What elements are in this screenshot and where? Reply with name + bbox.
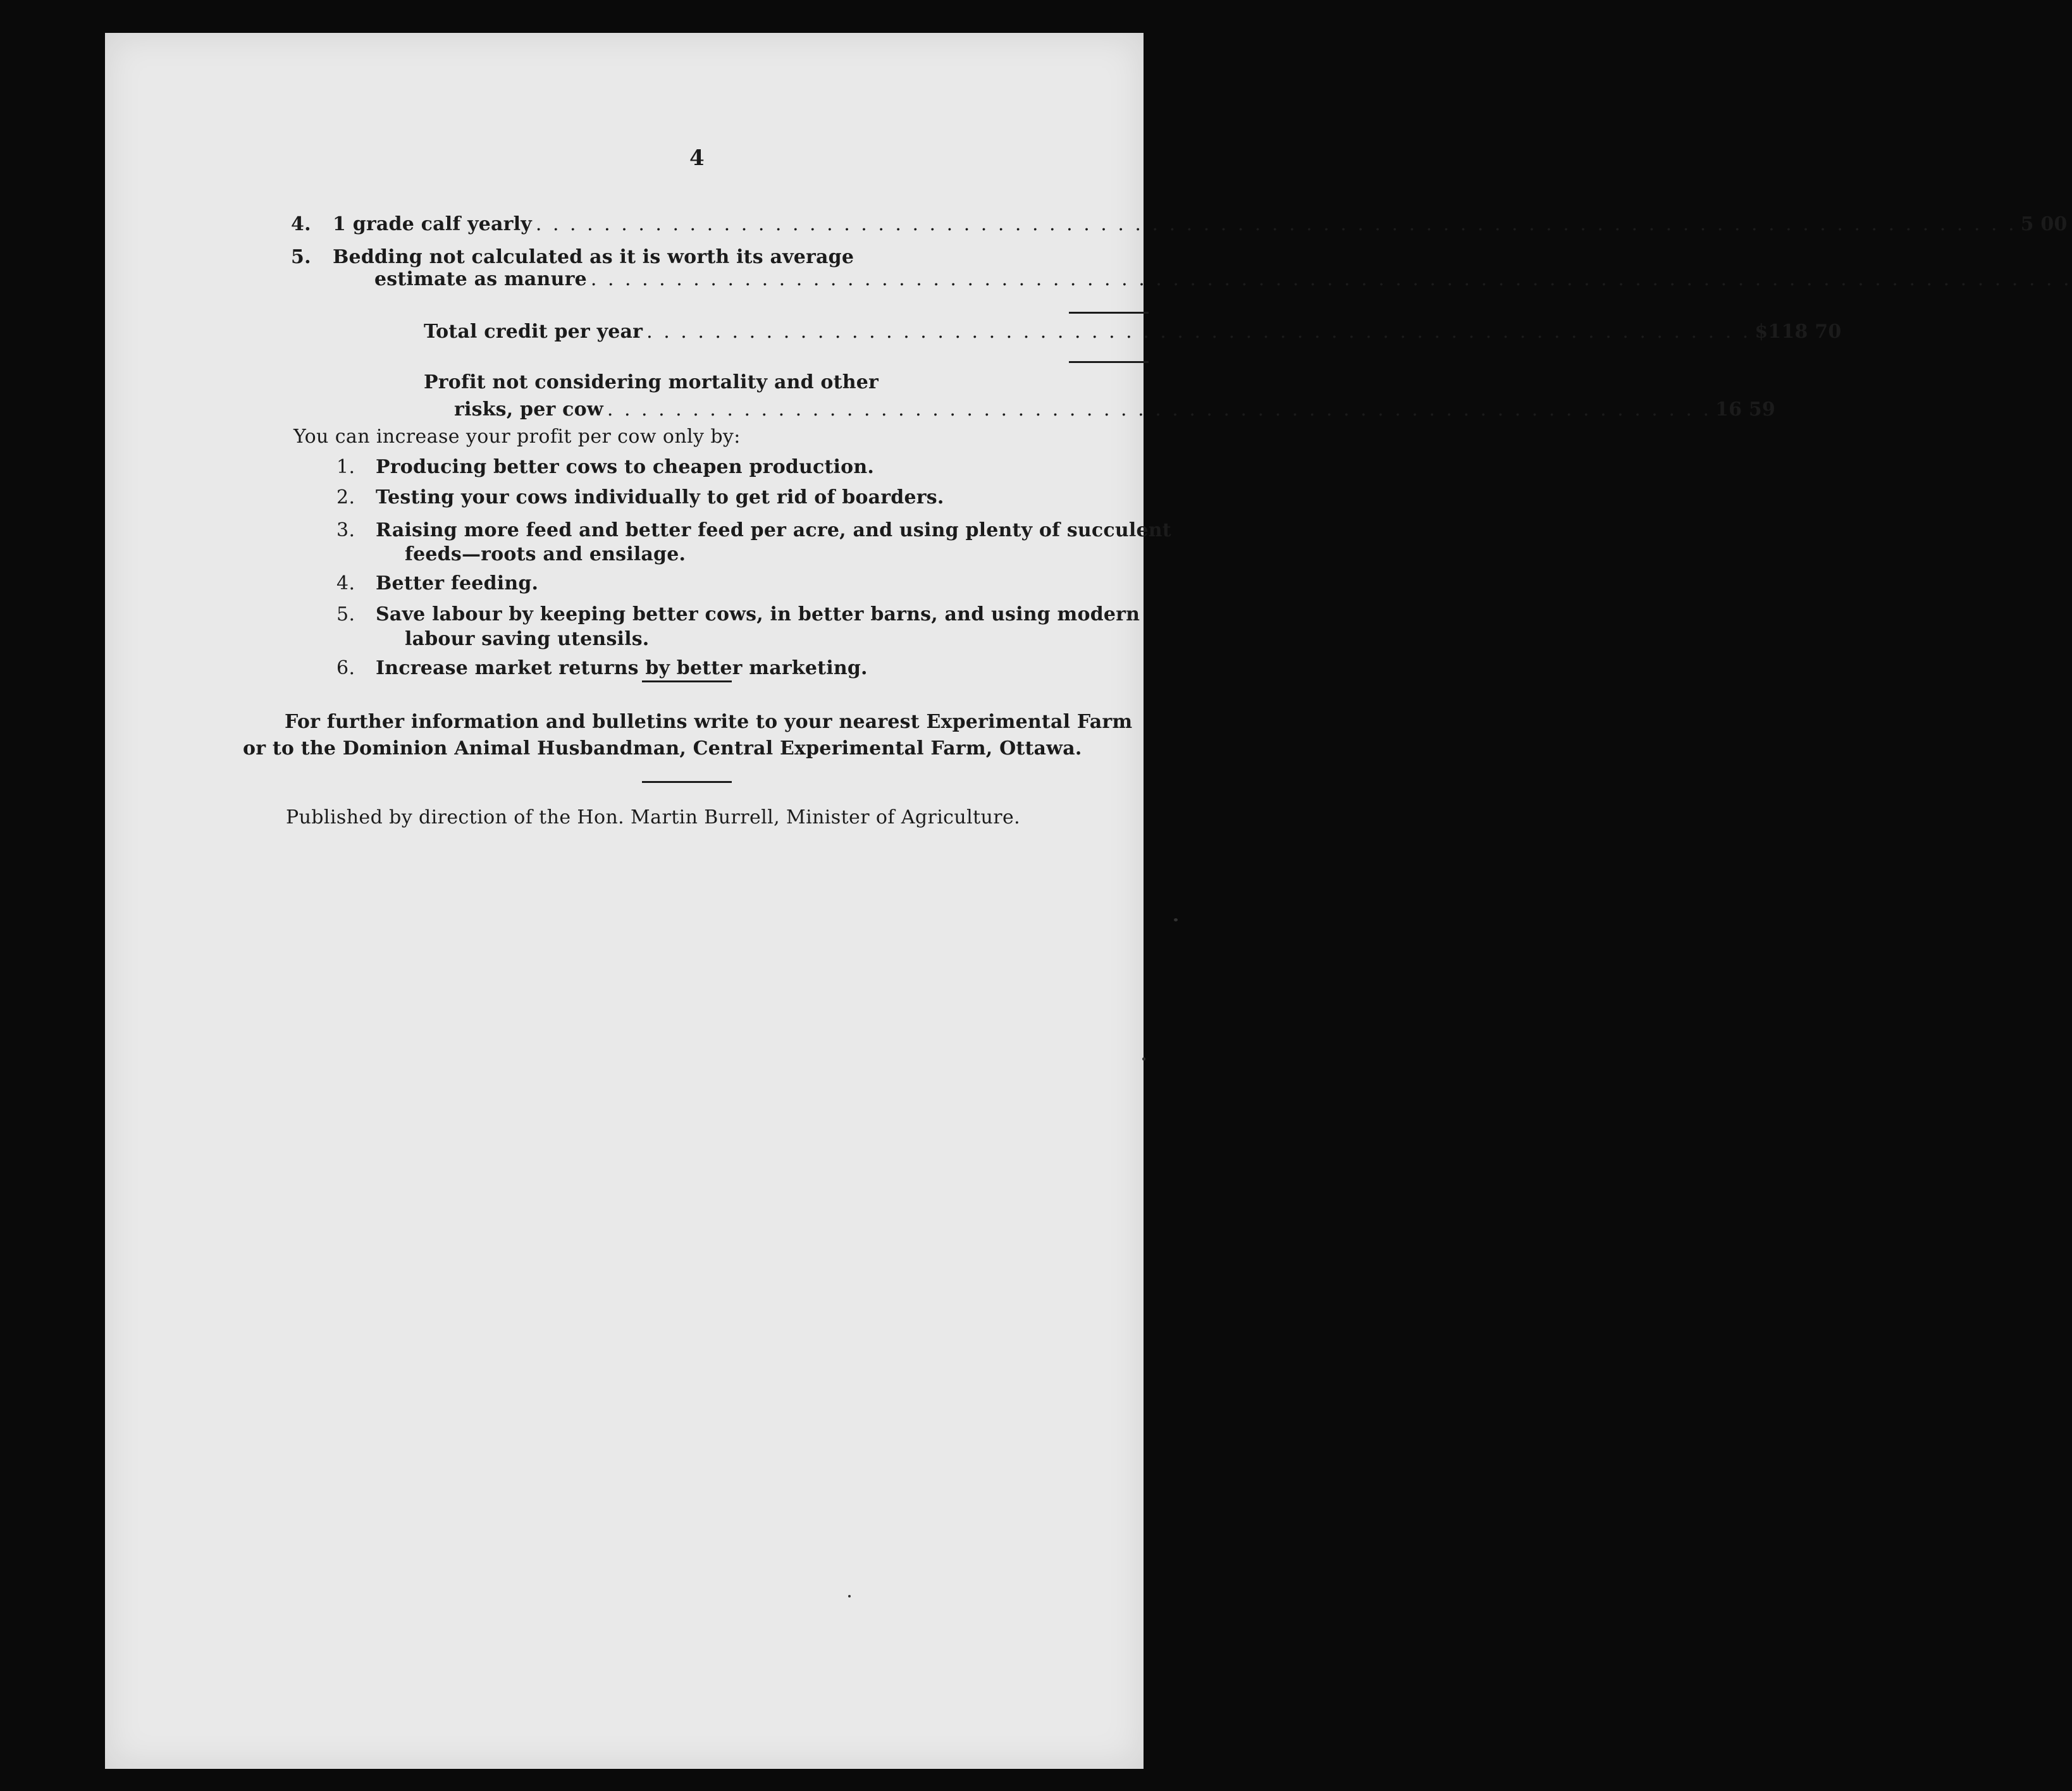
increase-heading: You can increase your profit per cow only by: bbox=[293, 426, 741, 448]
published-line: Published by direction of the Hon. Martin Burrell, Minister of Agriculture. bbox=[286, 806, 1021, 828]
leader-dots: . . . . . . . . . . . . . . . . . . . . . . . . . . . . . . . . . . . . . . . . . . . . . . . . . . . . . . . . . . . . . . . . . bbox=[646, 321, 1751, 343]
method-6-text: Increase market returns by better marketing. bbox=[376, 657, 868, 679]
profit-line1: Profit not considering mortality and other bbox=[424, 371, 879, 393]
credit-item-5-line2 bbox=[374, 268, 2072, 290]
info-line1: For further information and bulletins write to your nearest Experimental Farm bbox=[285, 711, 1133, 733]
leader-dots: . . . . . . . . . . . . . . . . . . . . . . . . . . . . . . . . . . . . . . . . . . . . . . . . . . . . . . . . . . . . . . . . . bbox=[607, 398, 1712, 421]
rule-below-total bbox=[1069, 361, 1149, 363]
method-2-text: Testing your cows individually to get rid of boarders. bbox=[376, 486, 944, 508]
method-1-text: Producing better cows to cheapen production. bbox=[376, 456, 875, 478]
rule-above-total bbox=[1069, 312, 1149, 314]
credit-item-4 bbox=[333, 213, 2068, 235]
method-4-number: 4. bbox=[336, 572, 355, 594]
profit-amount: 16 59 bbox=[1715, 398, 1775, 421]
scan-speck bbox=[848, 1595, 851, 1597]
document-page bbox=[105, 33, 2072, 1769]
profit-row bbox=[454, 398, 1775, 421]
method-3-number: 3. bbox=[336, 519, 355, 541]
method-4-text: Better feeding. bbox=[376, 572, 539, 594]
credit-item-5-line1: Bedding not calculated as it is worth its average bbox=[333, 246, 854, 268]
profit-label: risks, per cow bbox=[454, 398, 603, 421]
total-credit-amount: $118 70 bbox=[1754, 321, 1842, 343]
page-number: 4 bbox=[689, 145, 705, 171]
leader-dots: . . . . . . . . . . . . . . . . . . . . . . . . . . . . . . . . . . . . . . . . . . . . . . . . . . . . . . . . . . . . . . . . . . . . . . . . . . . . . . . . . . . . . . . bbox=[535, 213, 2017, 235]
method-5-number: 5. bbox=[336, 603, 355, 625]
separator-rule-2 bbox=[642, 781, 732, 783]
method-3-text-line1: Raising more feed and better feed per acre, and using plenty of succulent bbox=[376, 519, 1171, 541]
scan-speck bbox=[1174, 918, 1178, 921]
scan-speck bbox=[1142, 1057, 1145, 1061]
credit-item-5-label: estimate as manure bbox=[374, 268, 587, 290]
info-line2: or to the Dominion Animal Husbandman, Central Experimental Farm, Ottawa. bbox=[243, 737, 1082, 760]
method-1-number: 1. bbox=[336, 456, 355, 478]
credit-item-4-label: 1 grade calf yearly bbox=[333, 213, 532, 235]
method-6-number: 6. bbox=[336, 657, 355, 679]
credit-item-4-amount: 5 00 bbox=[2020, 213, 2068, 235]
method-5-text-line1: Save labour by keeping better cows, in better barns, and using modern bbox=[376, 603, 1140, 625]
method-5-text-line2: labour saving utensils. bbox=[405, 628, 650, 650]
total-credit-label: Total credit per year bbox=[424, 321, 643, 343]
credit-item-5-number: 5. bbox=[291, 246, 311, 268]
credit-item-4-number: 4. bbox=[291, 213, 311, 235]
separator-rule-1 bbox=[642, 680, 732, 682]
leader-dots: . . . . . . . . . . . . . . . . . . . . . . . . . . . . . . . . . . . . . . . . . . . . . . . . . . . . . . . . . . . . . . . . . . . . . . . . . . . . . . . . . . . . . . . bbox=[590, 268, 2072, 290]
method-3-text-line2: feeds—roots and ensilage. bbox=[405, 543, 686, 565]
total-credit-row bbox=[424, 321, 1842, 343]
method-2-number: 2. bbox=[336, 486, 355, 508]
